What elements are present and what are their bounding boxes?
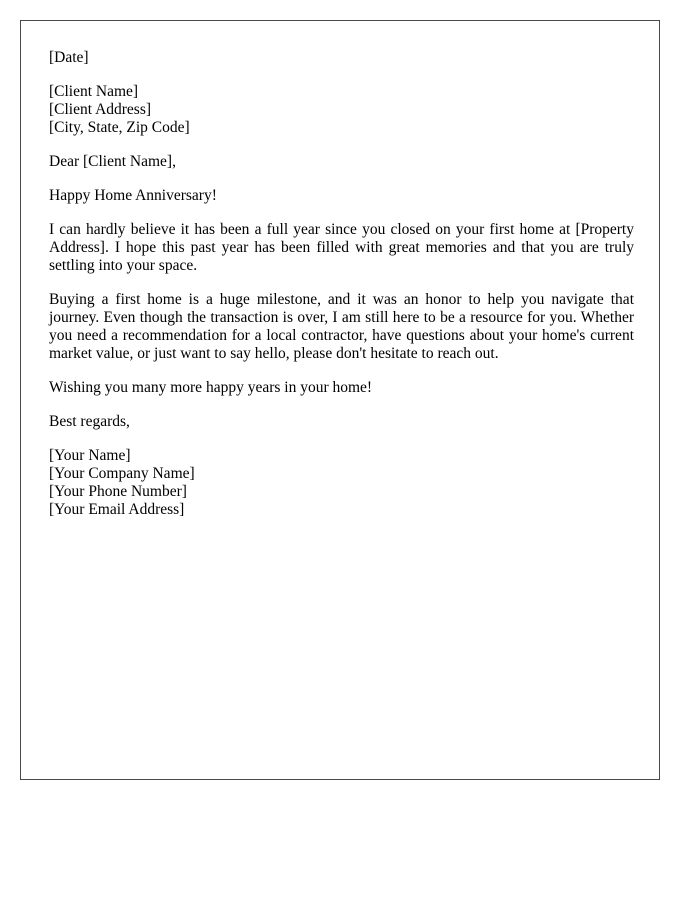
letter-body [49,49,634,535]
closing-wish: Wishing you many more happy years in your home! [49,379,373,396]
letter-page [20,20,660,780]
recipient-address: [Client Address] [49,101,152,118]
sender-block [49,447,634,519]
sender-email: [Your Email Address] [49,501,185,518]
letter-date: [Date] [49,49,89,66]
signoff: Best regards, [49,413,130,430]
recipient-block [49,83,634,137]
recipient-city-state-zip: [City, State, Zip Code] [49,119,190,136]
body-paragraph-2: Buying a first home is a huge milestone, and it was an honor to help you navigate that journey. Even though the transaction is over, I am still here to be a resource for you. Whether you need a recommendation for a local contractor, have questions about your home's current market value, or just want to say hello, please don't hesitate to reach out. [49,291,634,362]
greeting: Happy Home Anniversary! [49,187,217,204]
sender-phone: [Your Phone Number] [49,483,187,500]
recipient-name: [Client Name] [49,83,139,100]
sender-name: [Your Name] [49,447,131,464]
sender-company: [Your Company Name] [49,465,195,482]
body-paragraph-1: I can hardly believe it has been a full year since you closed on your first home at [Property Address]. I hope this past year has been filled with great memories and that you are truly settling into your space. [49,221,634,274]
salutation: Dear [Client Name], [49,153,176,170]
